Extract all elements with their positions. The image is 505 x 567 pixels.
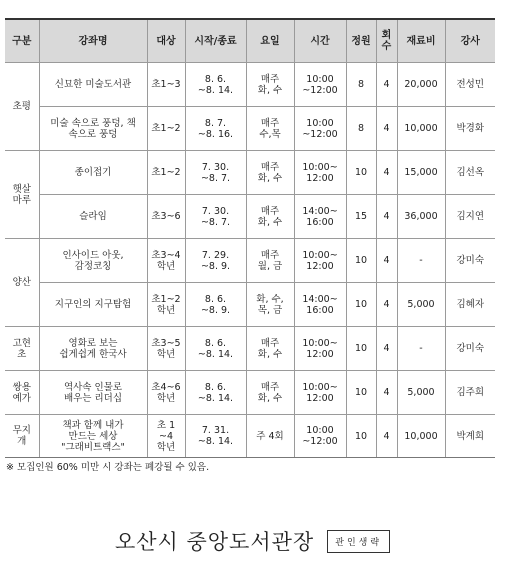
course-cell: 인사이드 아웃, 감정코칭	[39, 239, 147, 283]
header-target: 대상	[147, 19, 185, 63]
fee-cell: 5,000	[397, 283, 445, 327]
time-cell: 10:00~ 12:00	[294, 327, 346, 371]
instructor-cell: 강미숙	[445, 239, 495, 283]
target-cell: 초1~3	[147, 63, 185, 107]
header-sessions: 회 수	[376, 19, 397, 63]
period-cell: 8. 7. ~8. 16.	[185, 107, 246, 151]
fee-cell: 5,000	[397, 371, 445, 415]
period-cell: 8. 6. ~8. 14.	[185, 327, 246, 371]
capacity-cell: 15	[346, 195, 376, 239]
period-cell: 7. 29. ~8. 9.	[185, 239, 246, 283]
days-cell: 매주 월, 금	[246, 239, 294, 283]
period-cell: 8. 6. ~8. 14.	[185, 63, 246, 107]
group-cell: 햇살 마루	[5, 151, 39, 239]
fee-cell: -	[397, 327, 445, 371]
instructor-cell: 강미숙	[445, 327, 495, 371]
sessions-cell: 4	[376, 63, 397, 107]
program-schedule-table	[5, 18, 495, 458]
issuer-title: 오산시 중앙도서관장	[114, 530, 315, 554]
target-cell: 초1~2	[147, 151, 185, 195]
days-cell: 매주 화, 수	[246, 63, 294, 107]
sessions-cell: 4	[376, 239, 397, 283]
instructor-cell: 박계희	[445, 415, 495, 458]
period-cell: 7. 30. ~8. 7.	[185, 151, 246, 195]
header-fee: 재료비	[397, 19, 445, 63]
sessions-cell: 4	[376, 415, 397, 458]
fee-cell: 15,000	[397, 151, 445, 195]
header-category: 구분	[5, 19, 39, 63]
course-cell: 슬라임	[39, 195, 147, 239]
course-cell: 신묘한 미술도서관	[39, 63, 147, 107]
days-cell: 매주 화, 수	[246, 151, 294, 195]
cancellation-note: ※ 모집인원 60% 미만 시 강좌는 폐강될 수 있음.	[6, 462, 210, 473]
instructor-cell: 박경화	[445, 107, 495, 151]
course-cell: 종이접기	[39, 151, 147, 195]
group-cell: 무지 개	[5, 415, 39, 458]
target-cell: 초1~2 학년	[147, 283, 185, 327]
time-cell: 10:00~ 12:00	[294, 239, 346, 283]
sessions-cell: 4	[376, 327, 397, 371]
sessions-cell: 4	[376, 195, 397, 239]
capacity-cell: 10	[346, 371, 376, 415]
capacity-cell: 10	[346, 283, 376, 327]
capacity-cell: 10	[346, 239, 376, 283]
capacity-cell: 8	[346, 63, 376, 107]
days-cell: 매주 화, 수	[246, 327, 294, 371]
instructor-cell: 김지연	[445, 195, 495, 239]
official-seal-stamp: 관인생략	[327, 530, 390, 553]
period-cell: 7. 31. ~8. 14.	[185, 415, 246, 458]
group-cell: 쌍용 예가	[5, 371, 39, 415]
course-cell: 미술 속으로 풍덩, 책 속으로 풍덩	[39, 107, 147, 151]
time-cell: 10:00~ 12:00	[294, 151, 346, 195]
sessions-cell: 4	[376, 283, 397, 327]
course-cell: 책과 함께 내가 만드는 세상 "그래비트랙스"	[39, 415, 147, 458]
target-cell: 초1~2	[147, 107, 185, 151]
table-row	[5, 371, 495, 415]
days-cell: 매주 화, 수	[246, 195, 294, 239]
course-cell: 역사속 인물로 배우는 리더십	[39, 371, 147, 415]
sessions-cell: 4	[376, 371, 397, 415]
instructor-cell: 김주희	[445, 371, 495, 415]
table-row	[5, 415, 495, 458]
sessions-cell: 4	[376, 151, 397, 195]
table-row	[5, 195, 495, 239]
capacity-cell: 10	[346, 327, 376, 371]
capacity-cell: 8	[346, 107, 376, 151]
instructor-cell: 김선옥	[445, 151, 495, 195]
header-instructor: 강사	[445, 19, 495, 63]
time-cell: 10:00 ~12:00	[294, 107, 346, 151]
instructor-cell: 김혜자	[445, 283, 495, 327]
period-cell: 8. 6. ~8. 14.	[185, 371, 246, 415]
course-cell: 지구인의 지구탐험	[39, 283, 147, 327]
target-cell: 초3~5 학년	[147, 327, 185, 371]
sessions-cell: 4	[376, 107, 397, 151]
header-course: 강좌명	[39, 19, 147, 63]
table-row	[5, 151, 495, 195]
days-cell: 매주 화, 수	[246, 371, 294, 415]
table-row	[5, 63, 495, 107]
target-cell: 초3~6	[147, 195, 185, 239]
fee-cell: 10,000	[397, 107, 445, 151]
table-row	[5, 239, 495, 283]
time-cell: 10:00~ 12:00	[294, 371, 346, 415]
group-cell: 초평	[5, 63, 39, 151]
fee-cell: 36,000	[397, 195, 445, 239]
header-capacity: 정원	[346, 19, 376, 63]
group-cell: 양산	[5, 239, 39, 327]
header-days: 요일	[246, 19, 294, 63]
table-row	[5, 327, 495, 371]
header-time: 시간	[294, 19, 346, 63]
issuer-footer	[0, 526, 505, 556]
table-row	[5, 107, 495, 151]
target-cell: 초4~6 학년	[147, 371, 185, 415]
target-cell: 초 1 ~4 학년	[147, 415, 185, 458]
header-period: 시작/종료	[185, 19, 246, 63]
time-cell: 14:00~ 16:00	[294, 195, 346, 239]
course-cell: 영화로 보는 쉽게쉽게 한국사	[39, 327, 147, 371]
time-cell: 14:00~ 16:00	[294, 283, 346, 327]
group-cell: 고현 초	[5, 327, 39, 371]
fee-cell: 10,000	[397, 415, 445, 458]
instructor-cell: 전성민	[445, 63, 495, 107]
period-cell: 7. 30. ~8. 7.	[185, 195, 246, 239]
capacity-cell: 10	[346, 151, 376, 195]
fee-cell: 20,000	[397, 63, 445, 107]
time-cell: 10:00 ~12:00	[294, 63, 346, 107]
days-cell: 화, 수, 목, 금	[246, 283, 294, 327]
table-row	[5, 283, 495, 327]
target-cell: 초3~4 학년	[147, 239, 185, 283]
time-cell: 10:00 ~12:00	[294, 415, 346, 458]
days-cell: 주 4회	[246, 415, 294, 458]
capacity-cell: 10	[346, 415, 376, 458]
days-cell: 매주 수,목	[246, 107, 294, 151]
header-row	[5, 19, 495, 63]
period-cell: 8. 6. ~8. 9.	[185, 283, 246, 327]
fee-cell: -	[397, 239, 445, 283]
